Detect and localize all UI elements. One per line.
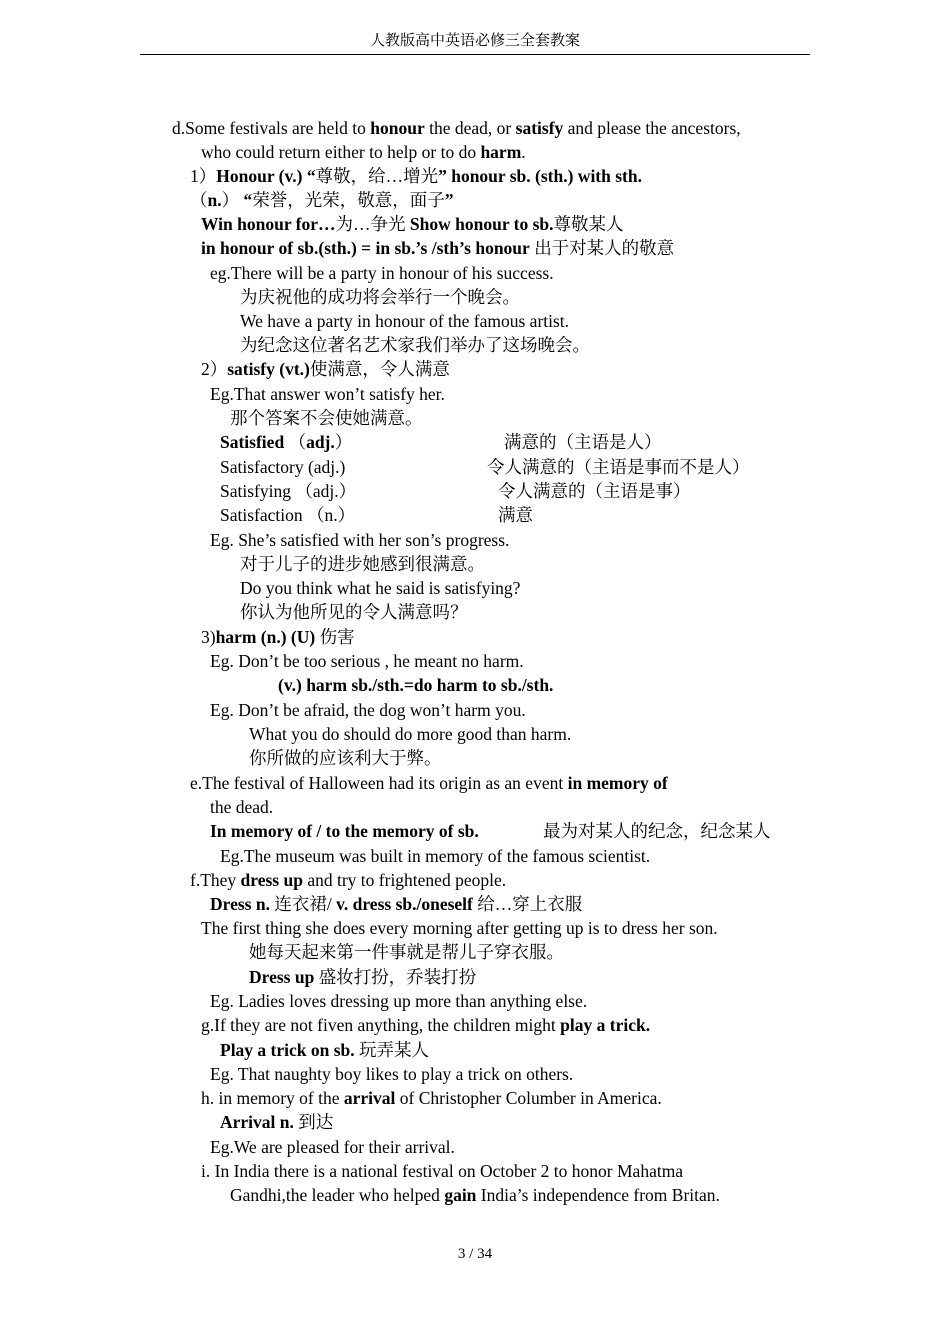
text-line (220, 844, 650, 868)
text-line (249, 940, 564, 964)
text-line (220, 1038, 429, 1062)
bold-text: “ (243, 190, 253, 210)
bold-text: (v.) harm sb./sth.=do harm to sb./sth. (278, 675, 554, 695)
text-line (210, 989, 587, 1013)
text-line (220, 1110, 333, 1134)
bold-text: Play a trick on sb. (220, 1040, 355, 1060)
text-run: 2） (201, 359, 228, 379)
text-run: 为庆祝他的成功将会举行一个晚会。 (240, 287, 520, 307)
bold-text: Honour (v.) “ (216, 166, 316, 186)
text-line (504, 430, 662, 454)
text-run: and please the ancestors, (563, 118, 741, 138)
text-run: （ (190, 190, 208, 210)
text-line (210, 382, 445, 406)
text-run: 对于儿子的进步她感到很满意。 (240, 554, 485, 574)
text-line (498, 503, 533, 527)
bold-text: in memory of (567, 773, 668, 793)
bold-text: in honour of sb.(sth.) = in sb.’s /sth’s honour (201, 238, 530, 258)
bold-text: adj. (306, 432, 335, 452)
page-header (140, 30, 810, 55)
text-line (240, 333, 590, 357)
text-run: We have a party in honour of the famous artist. (240, 311, 570, 331)
text-line (498, 479, 691, 503)
text-run: i. In India there is a national festival on October 2 to honor Mahatma (201, 1161, 684, 1181)
text-run: Eg. Don’t be too serious , he meant no harm. (210, 651, 524, 671)
text-line (487, 455, 750, 479)
text-run: Satisfaction （n.） (220, 505, 356, 525)
text-run: 3) (201, 627, 216, 647)
text-run: and try to frightened people. (302, 870, 507, 890)
text-run: Satisfying （adj.） (220, 481, 357, 501)
text-run: 连衣裙/ (269, 894, 337, 914)
text-run: Gandhi,the leader who helped (230, 1185, 445, 1205)
bold-text: Dress up (249, 967, 315, 987)
text-run: 满意 (498, 505, 533, 525)
text-run: Eg.That answer won’t satisfy her. (210, 384, 445, 404)
text-line (220, 430, 352, 454)
text-line (210, 795, 273, 819)
text-line (190, 771, 668, 795)
text-line (240, 285, 520, 309)
bold-text: Arrival n. (220, 1112, 294, 1132)
text-run: 为…争光 (335, 214, 410, 234)
text-line (240, 309, 569, 333)
text-run: Eg. She’s satisfied with her son’s progress. (210, 530, 510, 550)
bold-text: ” (444, 190, 454, 210)
bold-text: play a trick. (560, 1015, 651, 1035)
text-line (201, 1086, 662, 1110)
text-line (230, 1183, 720, 1207)
text-run: The first thing she does every morning after getting up is to dress her son. (201, 918, 718, 938)
text-run: the dead, or (424, 118, 516, 138)
text-line (240, 600, 468, 624)
text-line (278, 673, 553, 697)
bold-text: ” honour sb. (sth.) with sth. (438, 166, 642, 186)
text-line (210, 649, 524, 673)
text-run: g.If they are not fiven anything, the children might (201, 1015, 561, 1035)
text-run: 伤害 (315, 627, 355, 647)
text-line (201, 1159, 683, 1183)
text-line (210, 698, 526, 722)
text-run: Eg.The museum was built in memory of the famous scientist. (220, 846, 651, 866)
bold-text: In memory of / to the memory of sb. (210, 821, 479, 841)
bold-text: Win honour for… (201, 214, 336, 234)
text-run: 玩弄某人 (354, 1040, 430, 1060)
text-line (210, 819, 479, 843)
text-line (201, 212, 624, 236)
text-run: 盛妆打扮，乔装打扮 (314, 967, 477, 987)
text-run: Eg. Ladies loves dressing up more than anything else. (210, 991, 588, 1011)
text-line (249, 965, 476, 989)
bold-text: gain (444, 1185, 477, 1205)
text-line (249, 722, 571, 746)
text-line (201, 916, 718, 940)
text-run: d.Some festivals are held to (172, 118, 371, 138)
text-run: 她每天起来第一件事就是帮儿子穿衣服。 (249, 942, 564, 962)
header-title: 人教版高中英语必修三全套教案 (369, 33, 580, 49)
bold-text: satisfy (515, 118, 564, 138)
text-line (210, 528, 509, 552)
text-run: 令人满意的（主语是事） (498, 481, 691, 501)
text-run: h. in memory of the (201, 1088, 344, 1108)
text-run: 你认为他所见的令人满意吗？ (240, 602, 468, 622)
text-line (201, 357, 450, 381)
text-line (220, 503, 355, 527)
text-line (230, 406, 423, 430)
bold-text: n. (207, 190, 222, 210)
bold-text: Show honour to sb. (409, 214, 554, 234)
text-run: e.The festival of Halloween had its origin as an event (190, 773, 568, 793)
text-run: 到达 (293, 1112, 334, 1132)
text-run: India’s independence from Britan. (476, 1185, 720, 1205)
text-line (240, 576, 520, 600)
page-number: 3 / 34 (457, 1246, 493, 1262)
text-line (172, 116, 741, 140)
text-run: 使满意，令人满意 (309, 359, 450, 379)
text-run: Eg. Don’t be afraid, the dog won’t harm you. (210, 700, 526, 720)
text-run: 你所做的应该利大于弊。 (249, 748, 442, 768)
text-run: Satisfactory (adj.) (220, 457, 346, 477)
text-run: What you do should do more good than harm. (249, 724, 572, 744)
text-line (201, 625, 355, 649)
text-run: Eg. That naughty boy likes to play a trick on others. (210, 1064, 574, 1084)
bold-text: arrival (343, 1088, 396, 1108)
text-run: 令人满意的（主语是事而不是人） (487, 457, 750, 477)
text-line (190, 164, 642, 188)
text-line (210, 1062, 573, 1086)
text-line (201, 140, 526, 164)
text-run: 为纪念这位著名艺术家我们举办了这场晚会。 (240, 335, 590, 355)
text-line (210, 1135, 455, 1159)
bold-text: honour (370, 118, 425, 138)
text-run: the dead. (210, 797, 274, 817)
text-line (190, 868, 506, 892)
bold-text: Dress n. (210, 894, 270, 914)
text-run: ） (221, 190, 244, 210)
bold-text: Satisfied (220, 432, 285, 452)
text-line (220, 455, 345, 479)
text-run: 尊敬某人 (553, 214, 624, 234)
text-run: of Christopher Columber in America. (395, 1088, 662, 1108)
bold-text: harm (n.) (U) (215, 627, 316, 647)
text-run: 那个答案不会使她满意。 (230, 408, 423, 428)
text-run: （ (284, 432, 307, 452)
bold-text: satisfy (vt.) (227, 359, 310, 379)
text-run: 给…穿上衣服 (472, 894, 583, 914)
text-line (210, 892, 582, 916)
text-run: . (521, 142, 526, 162)
text-run: eg.There will be a party in honour of his success. (210, 263, 554, 283)
bold-text: harm (480, 142, 522, 162)
text-line (201, 236, 674, 260)
text-line (240, 552, 485, 576)
bold-text: dress up (240, 870, 303, 890)
text-line (190, 188, 453, 212)
text-run: 荣誉，光荣，敬意，面子 (252, 190, 445, 210)
text-run: 满意的（主语是人） (504, 432, 662, 452)
text-line (249, 746, 442, 770)
bold-text: v. dress sb./oneself (336, 894, 473, 914)
text-line (201, 1013, 650, 1037)
text-run: f.They (190, 870, 241, 890)
text-run: 1） (190, 166, 217, 186)
text-run: Do you think what he said is satisfying? (240, 578, 521, 598)
text-line (220, 479, 356, 503)
text-run: 最为对某人的纪念，纪念某人 (543, 821, 771, 841)
text-run: Eg.We are pleased for their arrival. (210, 1137, 455, 1157)
text-line (543, 819, 771, 843)
text-run: ） (334, 432, 353, 452)
text-run: 出于对某人的敬意 (529, 238, 675, 258)
text-run: 尊敬，给…增光 (315, 166, 439, 186)
text-run: who could return either to help or to do (201, 142, 481, 162)
text-line (210, 261, 554, 285)
